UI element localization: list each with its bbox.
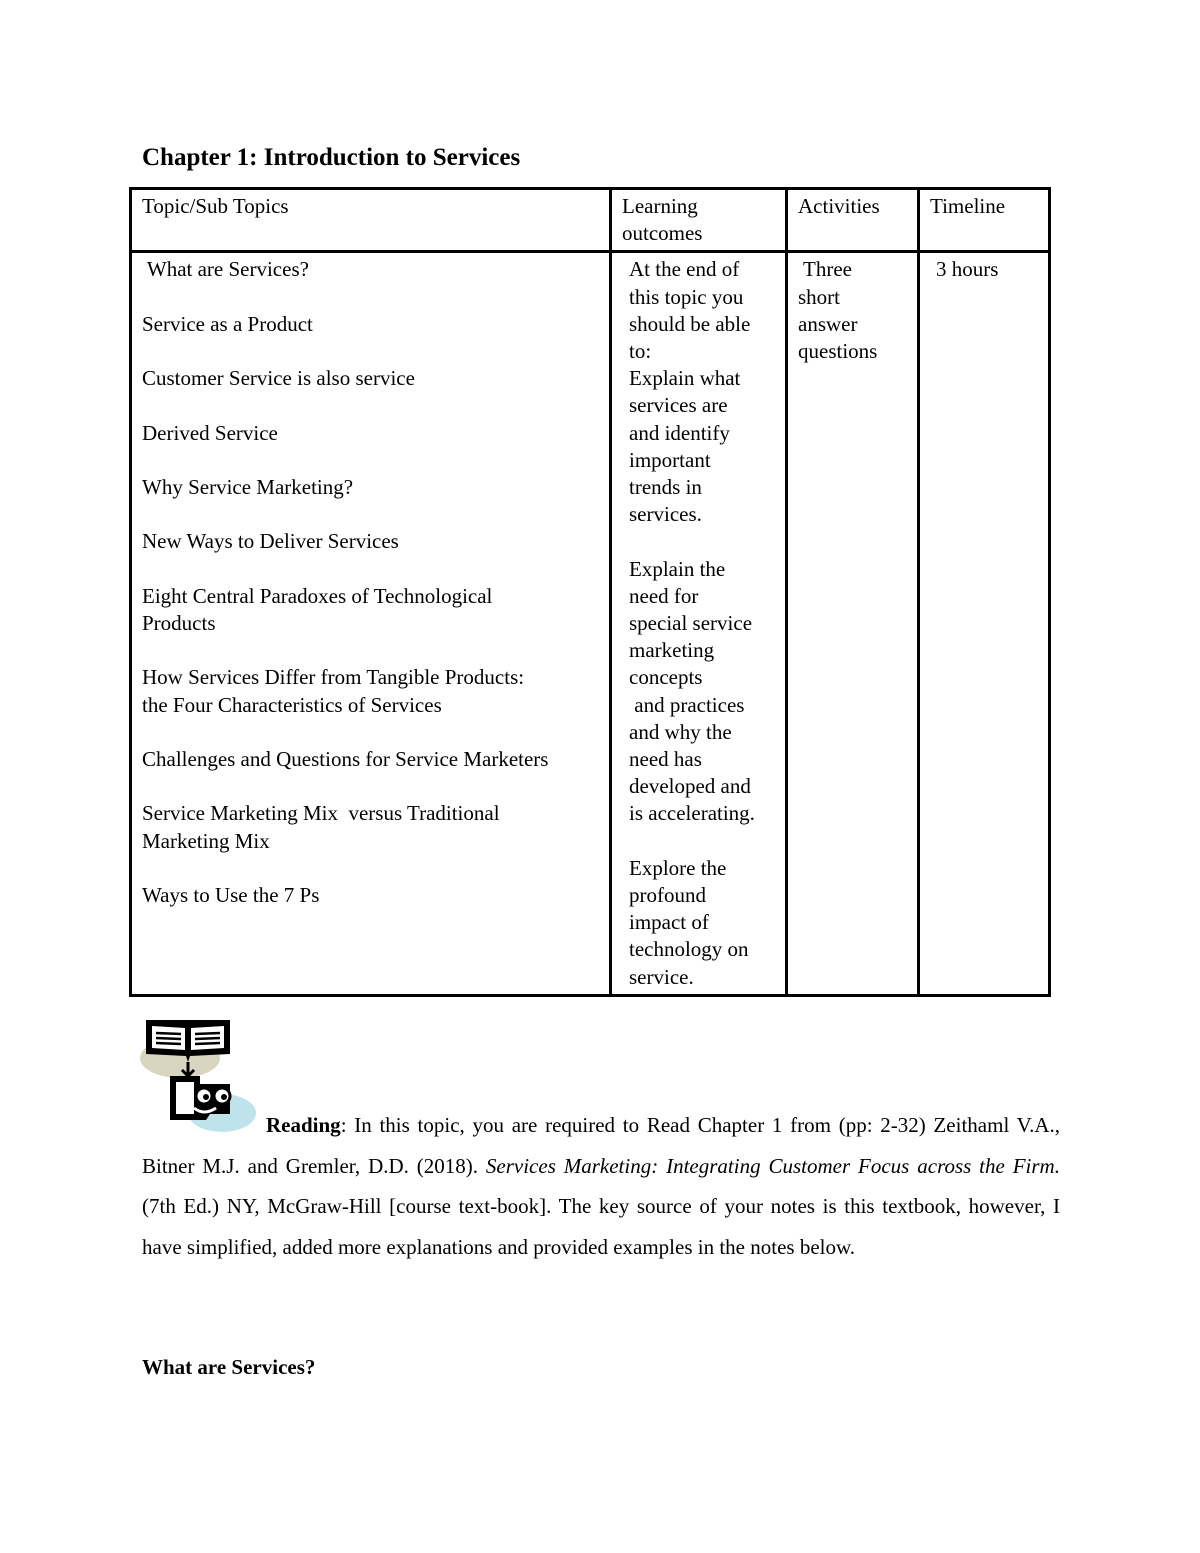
- learning-outcome-line: service.: [629, 964, 694, 989]
- learning-outcome-line: impact of: [629, 910, 709, 935]
- topic-item: Marketing Mix: [142, 828, 270, 853]
- reading-label: Reading: [266, 1113, 341, 1137]
- learning-outcome-line: and practices: [629, 692, 745, 717]
- learning-outcome-line: marketing: [629, 638, 715, 663]
- topic-item: Products: [142, 610, 216, 635]
- chapter-outline-table: [129, 187, 1051, 997]
- topic-item: Service Marketing Mix versus Traditional: [142, 801, 500, 826]
- topic-item: Service as a Product: [142, 311, 313, 336]
- topic-item: Customer Service is also service: [142, 366, 415, 391]
- learning-outcome-line: services are: [629, 393, 728, 418]
- learning-outcome-line: Explain the: [629, 556, 726, 581]
- learning-outcome-line: services.: [629, 502, 702, 527]
- header-activities: Activities: [787, 189, 919, 252]
- header-learning-outcomes-line: outcomes: [622, 221, 703, 246]
- reading-paragraph: [142, 1105, 1060, 1267]
- activity-line: answer: [798, 311, 858, 336]
- learning-outcome-line: this topic you: [629, 284, 744, 309]
- learning-outcome-line: Explore the: [629, 855, 727, 880]
- header-learning-outcomes-line: Learning: [622, 194, 698, 218]
- learning-outcome-line: to:: [629, 339, 652, 364]
- learning-outcome-line: developed and: [629, 774, 751, 799]
- topic-item: Challenges and Questions for Service Marketers: [142, 746, 549, 771]
- learning-outcome-line: concepts: [629, 665, 703, 690]
- topic-item: How Services Differ from Tangible Products:: [142, 665, 525, 690]
- activity-line: short: [798, 284, 840, 309]
- topic-item: Eight Central Paradoxes of Technological: [142, 583, 493, 608]
- learning-outcome-line: need has: [629, 747, 702, 772]
- learning-outcome-line: profound: [629, 883, 706, 908]
- reading-text-before: : In this topic, you are required to Read Chapter 1 from (pp: 2-32) Zeithaml V.A., Bitner M.J. and Gremler, D.D. (2018).: [142, 1113, 1060, 1178]
- page-title: Chapter 1: Introduction to Services: [142, 144, 521, 171]
- topic-item: New Ways to Deliver Services: [142, 529, 399, 554]
- header-timeline: Timeline: [919, 189, 1050, 252]
- header-learning-outcomes: [611, 189, 787, 252]
- topic-item: What are Services?: [142, 257, 309, 282]
- topic-item: Why Service Marketing?: [142, 474, 354, 499]
- learning-outcome-line: need for: [629, 583, 699, 608]
- activities-cell: [787, 252, 919, 995]
- activity-line: Three: [803, 257, 852, 282]
- learning-outcome-line: technology on: [629, 937, 749, 962]
- learning-outcome-line: special service: [629, 611, 753, 636]
- learning-outcome-line: At the end of: [629, 257, 740, 282]
- header-topics: Topic/Sub Topics: [131, 189, 611, 252]
- learning-outcome-line: Explain what: [629, 366, 741, 391]
- activity-line: questions: [798, 339, 878, 364]
- reading-text-after: (7th Ed.) NY, McGraw-Hill [course text-book]. The key source of your notes is this textbook, however, I have simplified, added more explanations and provided examples in the notes below.: [142, 1194, 1060, 1259]
- timeline-cell: [919, 252, 1050, 995]
- reading-book-title: Services Marketing: Integrating Customer Focus across the Firm.: [485, 1153, 1060, 1178]
- topic-item: Derived Service: [142, 420, 278, 445]
- table-header-row: [131, 189, 1050, 252]
- learning-outcomes-cell: [611, 252, 787, 995]
- learning-outcome-line: important: [629, 447, 711, 472]
- learning-outcome-line: is accelerating.: [629, 801, 755, 826]
- topic-item: Ways to Use the 7 Ps: [142, 882, 320, 907]
- timeline-value: 3 hours: [936, 257, 999, 282]
- learning-outcome-line: and identify: [629, 420, 730, 445]
- table-row: [131, 252, 1050, 995]
- topic-item: the Four Characteristics of Services: [142, 692, 442, 717]
- section-heading: What are Services?: [142, 1355, 316, 1379]
- learning-outcome-line: and why the: [629, 719, 732, 744]
- learning-outcome-line: trends in: [629, 475, 702, 500]
- topics-cell: [131, 252, 611, 995]
- learning-outcome-line: should be able: [629, 311, 751, 336]
